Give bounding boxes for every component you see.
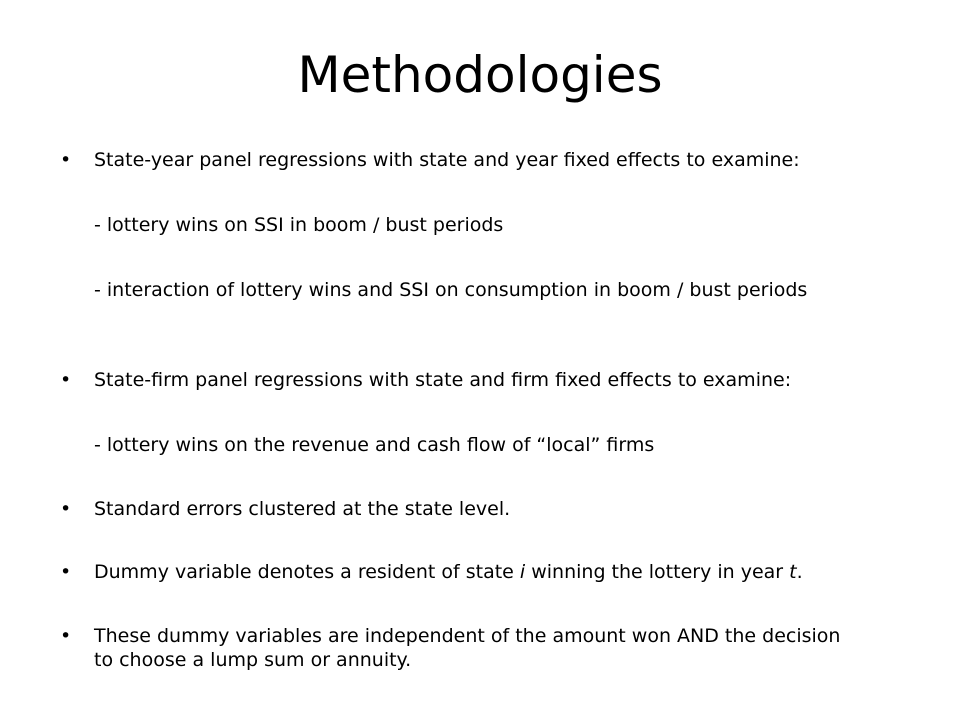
dummy-text-t: t [789,561,797,583]
bullet-marker: • [60,369,72,391]
dummy-text-before: Dummy variable denotes a resident of state [94,561,520,583]
bullet-text-panel-state-year: State-year panel regressions with state and year fixed effects to examine: [94,149,800,171]
dummy-text-i: i [519,561,526,583]
bullet-text-dummy-variable [94,560,924,584]
bullet-marker: • [60,625,72,647]
sub-item-local-firms: - lottery wins on the revenue and cash flow of “local” firms [94,434,655,456]
bullet-marker: • [60,498,72,520]
bullet-text-standard-errors: Standard errors clustered at the state level. [94,498,511,520]
dummy-text-after: . [796,561,803,583]
sub-item-lottery-ssi: - lottery wins on SSI in boom / bust periods [94,214,504,236]
bullet-text-panel-state-firm: State-firm panel regressions with state and firm fixed effects to examine: [94,369,792,391]
slide-title: Methodologies [297,46,663,104]
sub-item-interaction-consumption: - interaction of lottery wins and SSI on consumption in boom / bust periods [94,279,808,301]
bullet-text-independent: These dummy variables are independent of the amount won AND the decision to choose a lump sum or annuity. [94,625,841,671]
bullet-marker: • [60,149,72,171]
bullet-marker: • [60,561,72,583]
dummy-text-middle: winning the lottery in year [525,561,790,583]
